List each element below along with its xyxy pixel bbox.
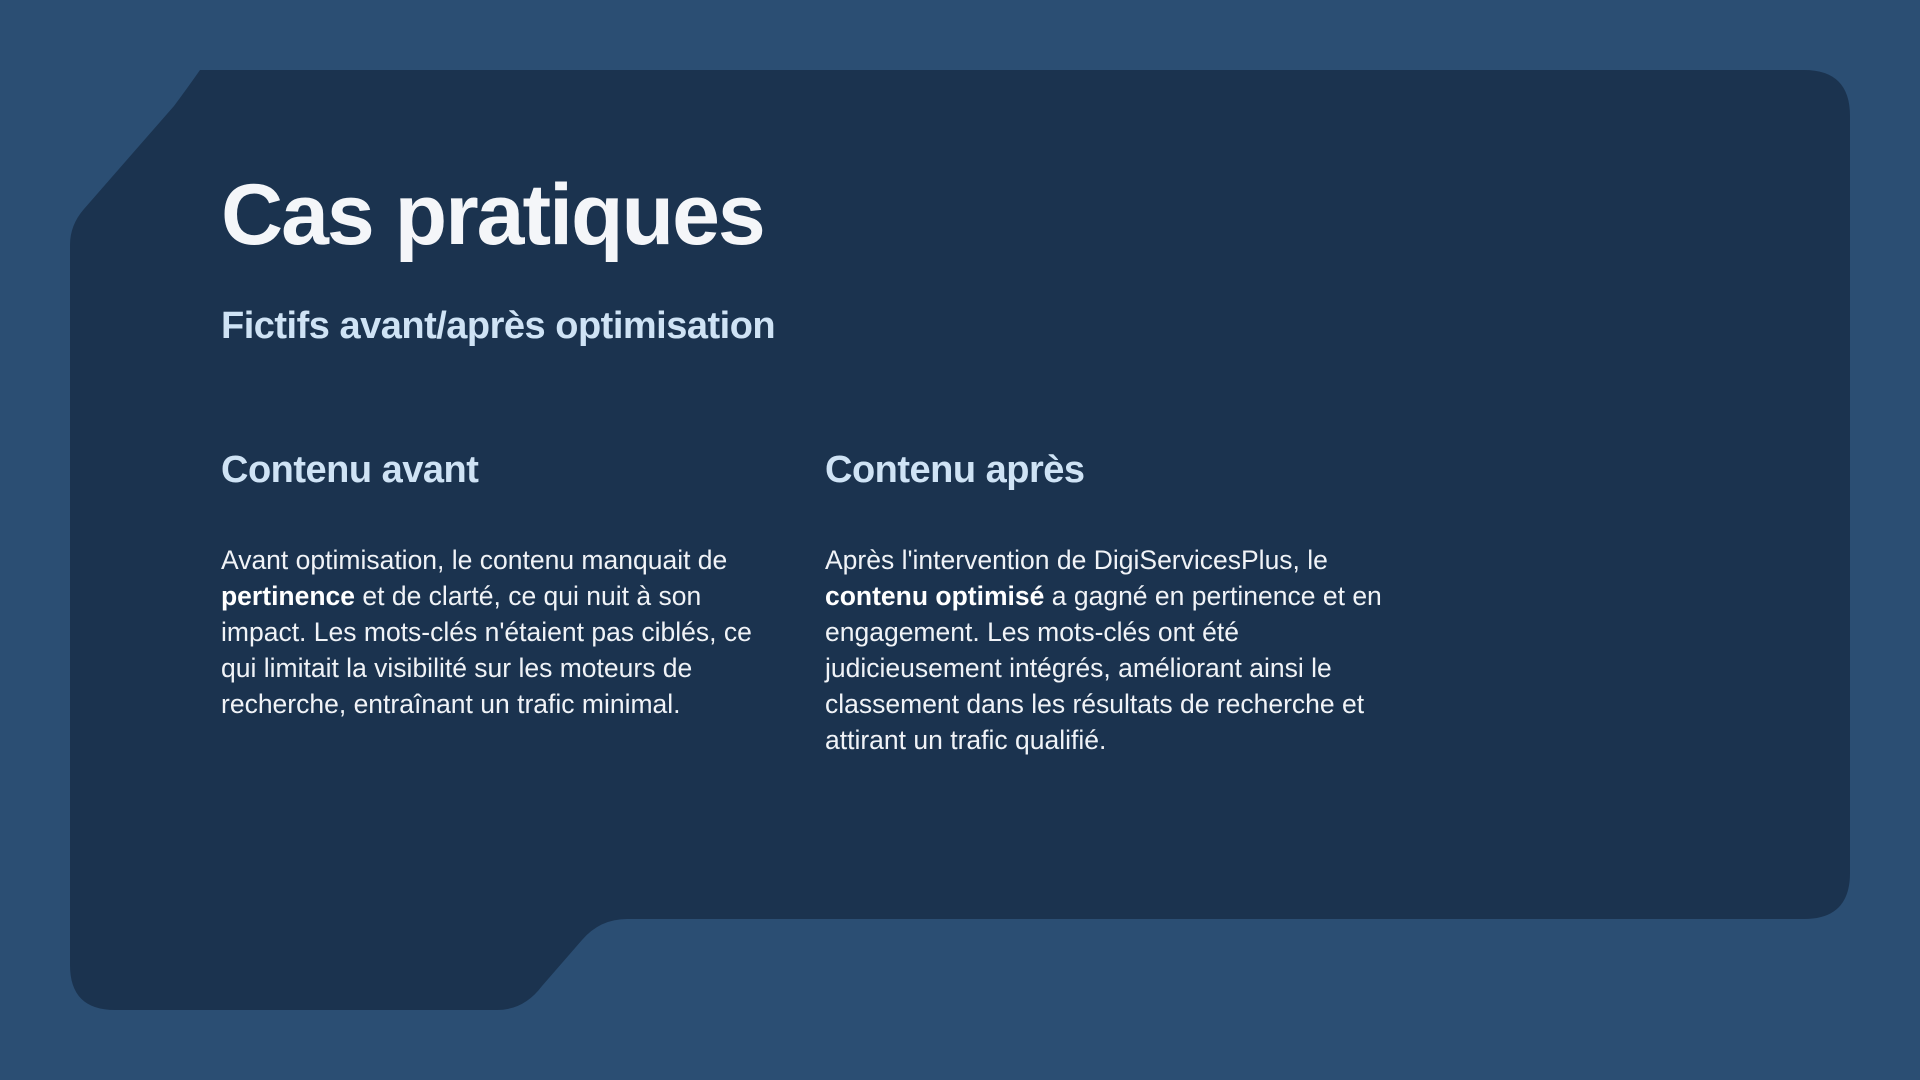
column-before-text-end: et de clarté, ce qui nuit à son impact. Les mots-clés n'étaient pas ciblés, ce qui limitait la visibilité sur les moteurs de recherche, entraînant un trafic minimal. <box>221 581 752 719</box>
column-before-text-start: Avant optimisation, le contenu manquait de <box>221 545 728 575</box>
page-title: Cas pratiques <box>221 167 764 263</box>
column-before-heading: Contenu avant <box>221 449 479 491</box>
column-before <box>221 446 791 722</box>
column-before-text-bold: pertinence <box>221 581 356 611</box>
column-after-text-start: Après l'intervention de DigiServicesPlus, le <box>825 545 1328 575</box>
column-after-heading: Contenu après <box>825 449 1085 491</box>
page-subtitle: Fictifs avant/après optimisation <box>221 305 776 347</box>
column-after-text-bold: contenu optimisé <box>825 581 1045 611</box>
column-after <box>825 446 1405 758</box>
column-after-text <box>825 542 1405 758</box>
column-after-text-end: a gagné en pertinence et en engagement. Les mots-clés ont été judicieusement intégrés, améliorant ainsi le classement dans les résultats de recherche et attirant un trafic qualifié. <box>825 581 1382 755</box>
column-before-text <box>221 542 791 722</box>
